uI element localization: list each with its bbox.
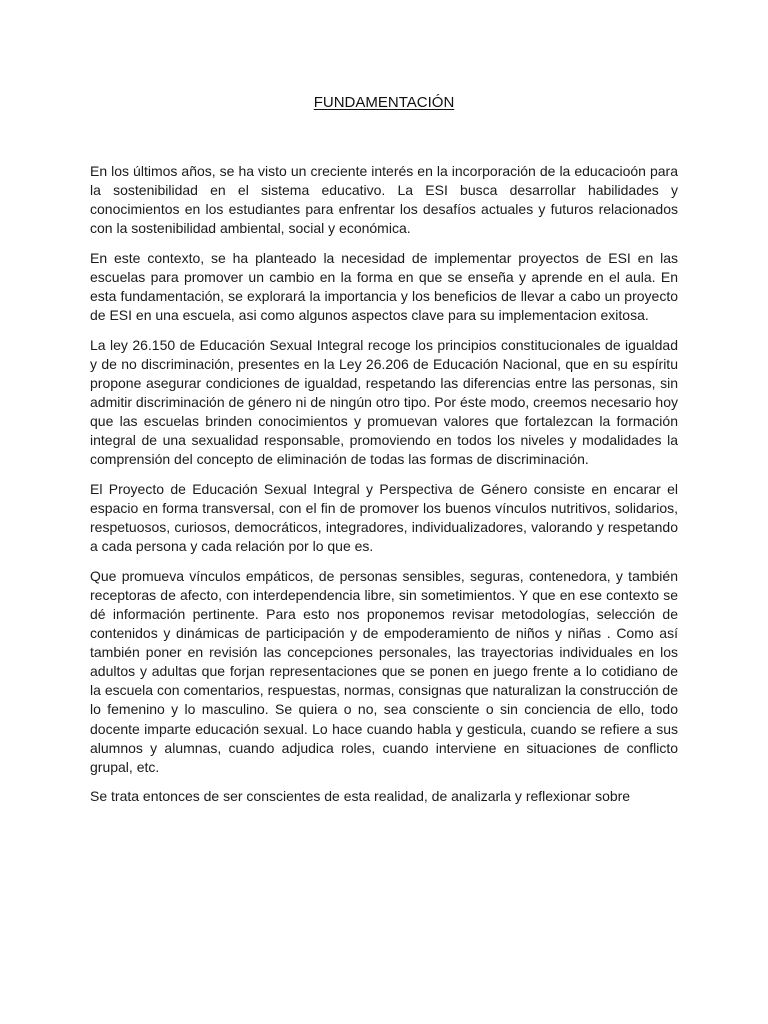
paragraph: El Proyecto de Educación Sexual Integral y Perspectiva de Género consiste en encarar el espacio en forma transversal, con el fin de promover los buenos vínculos nutritivos, solidarios, respetuosos, curiosos, democráticos, integradores, individualizadores, valorando y respetando a cada persona y cada relación por lo que es. bbox=[90, 480, 678, 555]
paragraph: En este contexto, se ha planteado la necesidad de implementar proyectos de ESI en las escuelas para promover un cambio en la forma en que se enseña y aprende en el aula. En esta fundamentación, se explorará la importancia y los beneficios de llevar a cabo un proyecto de ESI en una escuela, asi como algunos aspectos clave para su implementacion exitosa. bbox=[90, 249, 678, 324]
paragraph: En los últimos años, se ha visto un creciente interés en la incorporación de la educacioón para la sostenibilidad en el sistema educativo. La ESI busca desarrollar habilidades y conocimientos en los estudiantes para enfrentar los desafíos actuales y futuros relacionados con la sostenibilidad ambiental, social y económica. bbox=[90, 163, 678, 237]
document-title: FUNDAMENTACIÓN bbox=[313, 94, 455, 111]
document-body bbox=[90, 162, 678, 817]
paragraph: La ley 26.150 de Educación Sexual Integral recoge los principios constitucionales de igualdad y de no discriminación, presentes en la Ley 26.206 de Educación Nacional, que en su espíritu propone asegurar condiciones de igualdad, respetando las diferencias entre las personas, sin admitir discriminación de género ni de ningún otro tipo. Por éste modo, creemos necesario hoy que las escuelas brinden conocimientos y promuevan valores que fortalezcan la formación integral de una sexualidad responsable, promoviendo en todos los niveles y modalidades la comprensión del concepto de eliminación de todas las formas de discriminación. bbox=[90, 336, 678, 468]
paragraph: Se trata entonces de ser conscientes de esta realidad, de analizarla y reflexionar sobre bbox=[90, 788, 631, 805]
paragraph: Que promueva vínculos empáticos, de personas sensibles, seguras, contenedora, y también receptoras de afecto, con interdependencia libre, sin sometimientos. Y que en ese contexto se dé información pertinente. Para esto nos proponemos revisar metodologías, selección de contenidos y dinámicas de participación y de empoderamiento de niños y niñas . Como así también poner en revisión las concepciones personales, las trayectorias individuales en los adultos y adultas que forjan representaciones que se ponen en juego frente a lo cotidiano de la escuela con comentarios, respuestas, normas, consignas que naturalizan la construcción de lo femenino y lo masculino. Se quiera o no, sea consciente o sin conciencia de ello, todo docente imparte educación sexual. Lo hace cuando habla y gesticula, cuando se refiere a sus alumnos y alumnas, cuando adjudica roles, cuando interviene en situaciones de conflicto grupal, etc. bbox=[90, 567, 678, 775]
